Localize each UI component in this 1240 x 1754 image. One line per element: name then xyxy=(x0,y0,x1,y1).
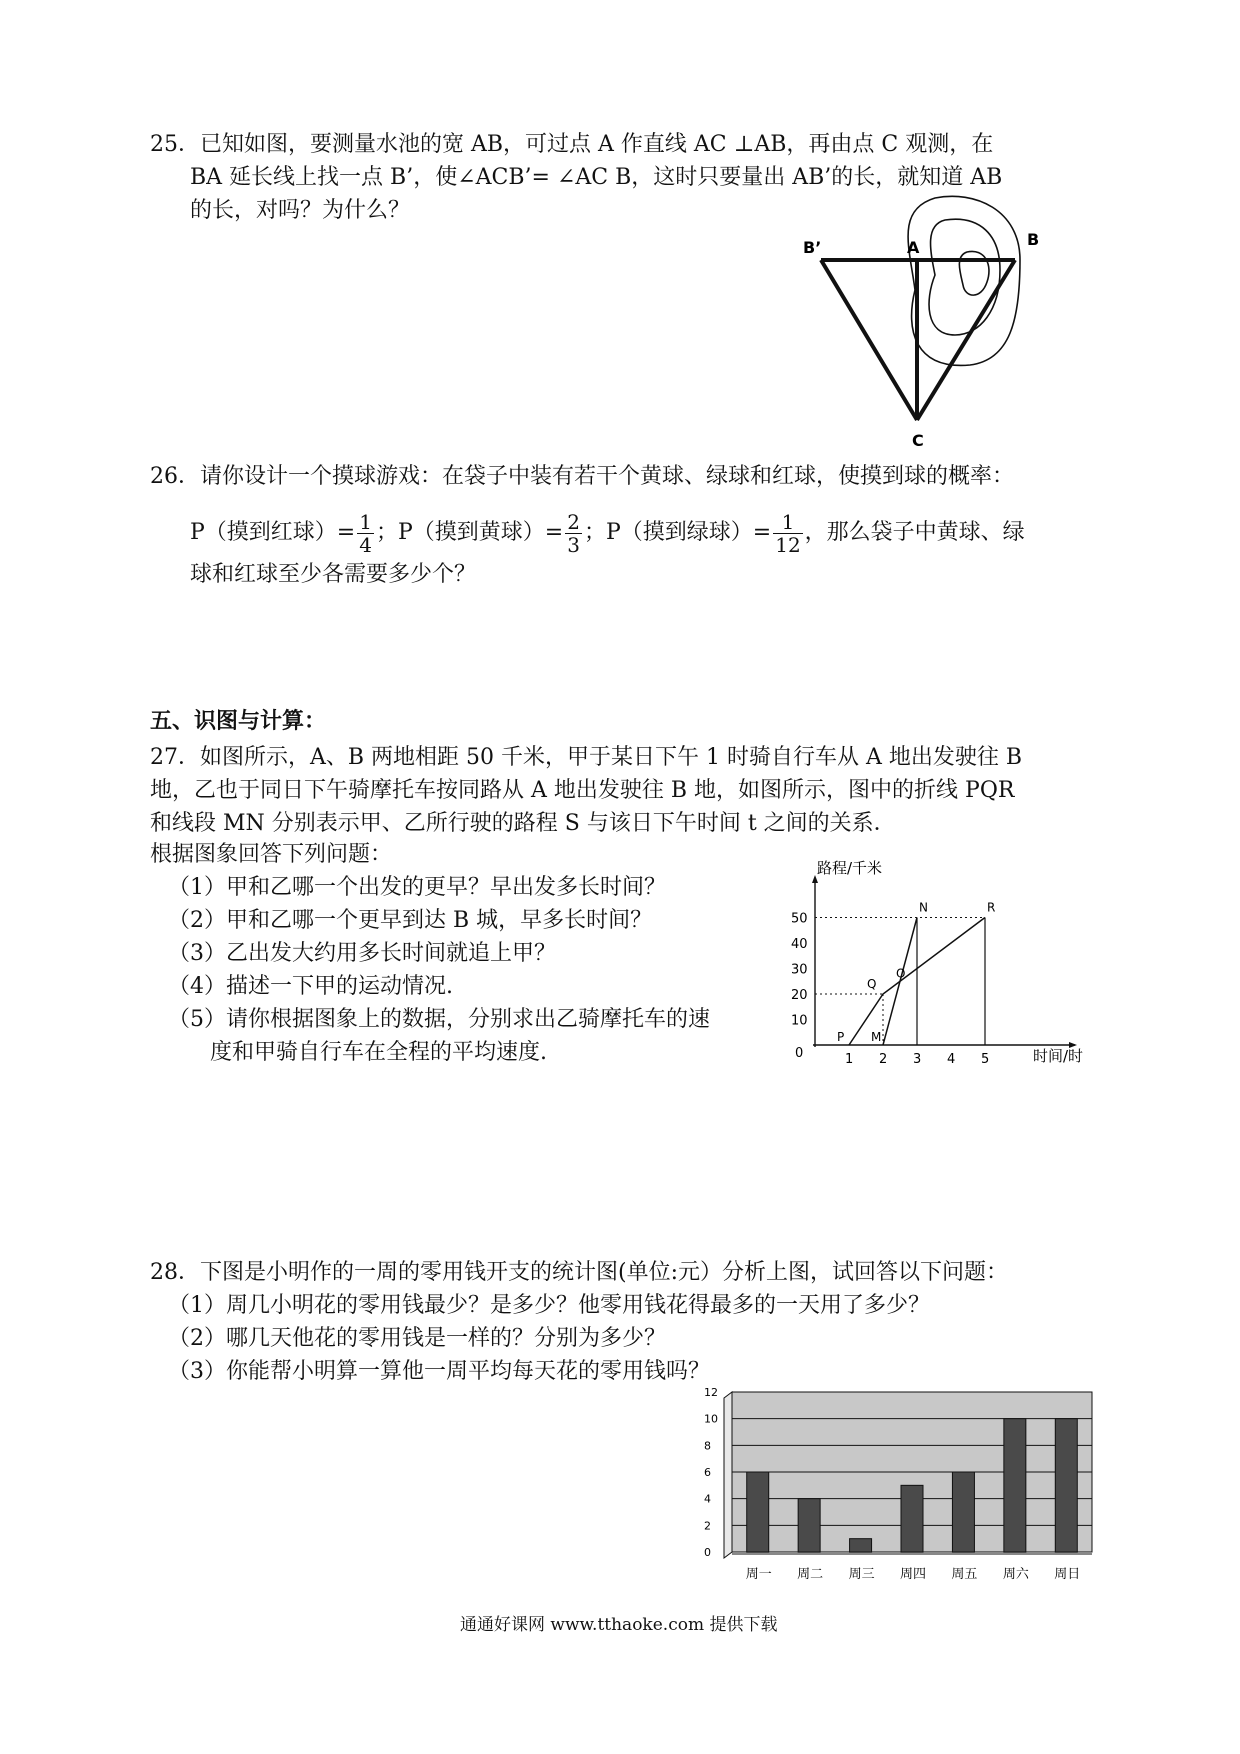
x-tick-label: 4 xyxy=(947,1052,956,1067)
point-label-q: Q xyxy=(867,977,877,991)
x-tick-label: 周三 xyxy=(848,1567,875,1582)
x-tick-label: 周二 xyxy=(797,1567,824,1582)
point-label-m: M xyxy=(871,1030,882,1044)
x-tick-label: 2 xyxy=(879,1052,888,1067)
line-bprime-c xyxy=(821,260,917,420)
q27-line2: 地，乙也于同日下午骑摩托车按同路从 A 地出发驶往 B 地，如图所示，图中的折线 PQR xyxy=(150,778,1015,803)
q26-p-yellow: ；P（摸到黄球）= xyxy=(375,520,564,545)
fraction-green-denominator: 12 xyxy=(775,532,801,557)
label-b-prime: B’ xyxy=(803,238,822,257)
pond-middle-contour xyxy=(929,219,1000,335)
q28-sub2: （2）哪几天他花的零用钱是一样的？分别为多少？ xyxy=(168,1326,666,1351)
q25-line3: 的长，对吗？为什么？ xyxy=(190,198,411,223)
q27-sub4: （4）描述一下甲的运动情况. xyxy=(168,974,453,999)
x-tick-label: 周日 xyxy=(1054,1567,1081,1582)
y-tick-label: 30 xyxy=(791,962,808,978)
x-tick-label: 3 xyxy=(913,1052,922,1067)
q27-line4: 根据图象回答下列问题： xyxy=(150,842,393,867)
y-tick-label: 0 xyxy=(704,1546,711,1559)
point-label-o: O xyxy=(896,966,906,981)
x-tick-label: 周一 xyxy=(745,1567,772,1582)
point-label-r: R xyxy=(987,900,996,915)
q27-sub1: （1）甲和乙哪一个出发的更早？早出发多长时间？ xyxy=(168,875,666,900)
q28-sub3: （3）你能帮小明算一算他一周平均每天花的零用钱吗？ xyxy=(168,1359,710,1384)
x-tick-label: 5 xyxy=(981,1052,990,1067)
q27-line1: 27．如图所示，A、B 两地相距 50 千米，甲于某日下午 1 时骑自行车从 A 地出发驶往 B xyxy=(150,745,1023,770)
label-b: B xyxy=(1027,230,1040,249)
q27-line3: 和线段 MN 分别表示甲、乙所行驶的路程 S 与该日下午时间 t 之间的关系． xyxy=(150,811,896,836)
label-a: A xyxy=(907,238,920,257)
plot-side-wall xyxy=(724,1392,732,1558)
q26-tail: ，那么袋子中黄球、绿 xyxy=(804,520,1025,545)
point-label-p: P xyxy=(837,1030,845,1044)
fraction-yellow-numerator: 2 xyxy=(567,509,580,534)
y-axis-label: 路程/千米 xyxy=(817,859,883,877)
q26-line1: 26．请你设计一个摸球游戏：在袋子中装有若干个黄球、绿球和红球，使摸到球的概率： xyxy=(150,464,1014,489)
footer: 通通好课网 www.tthaoke.com 提供下载 xyxy=(460,1615,778,1635)
series-mn-line xyxy=(883,918,917,1046)
y-tick-label: 50 xyxy=(791,911,808,927)
fraction-green xyxy=(773,511,802,556)
y-tick-label: 20 xyxy=(791,988,808,1003)
bar-5 xyxy=(952,1472,974,1552)
y-tick-label: 6 xyxy=(704,1466,711,1479)
y-tick-label: 8 xyxy=(704,1439,711,1453)
bar-3 xyxy=(850,1539,872,1552)
q27-sub5a: （5）请你根据图象上的数据，分别求出乙骑摩托车的速 xyxy=(168,1007,710,1032)
bar-4 xyxy=(901,1485,923,1552)
x-tick-label: 1 xyxy=(845,1052,854,1067)
pond-inner-contour xyxy=(959,251,989,295)
q26-line2 xyxy=(190,505,1025,561)
y-tick-label: 4 xyxy=(704,1492,711,1506)
q28-line1: 28．下图是小明作的一周的零用钱开支的统计图(单位:元）分析上图，试回答以下问题： xyxy=(150,1260,1008,1285)
bar-2 xyxy=(798,1499,820,1552)
y-tick-label: 40 xyxy=(791,937,808,952)
y-tick-label: 10 xyxy=(791,1013,808,1029)
y-tick-label: 2 xyxy=(704,1519,711,1533)
section-heading: 五、识图与计算： xyxy=(150,708,327,734)
pond-figure xyxy=(795,190,1075,460)
x-tick-label: 周六 xyxy=(1002,1567,1029,1582)
q25-line1: 25．已知如图，要测量水池的宽 AB，可过点 A 作直线 AC ⊥AB，再由点 C 观测，在 xyxy=(150,132,994,157)
y-tick-label: 12 xyxy=(704,1386,718,1399)
fraction-yellow xyxy=(565,511,582,556)
q28-sub1: （1）周几小明花的零用钱最少？是多少？他零用钱花得最多的一天用了多少？ xyxy=(168,1293,930,1318)
q27-sub2: （2）甲和乙哪一个更早到达 B 城，早多长时间？ xyxy=(168,908,653,933)
fraction-red-numerator: 1 xyxy=(359,509,372,534)
q27-sub5b: 度和甲骑自行车在全程的平均速度. xyxy=(210,1040,547,1065)
q26-line3: 球和红球至少各需要多少个？ xyxy=(190,562,477,587)
pocket-money-bar-chart xyxy=(680,1380,1100,1585)
fraction-green-numerator: 1 xyxy=(773,511,802,534)
x-tick-label: 周四 xyxy=(900,1567,927,1582)
bar-1 xyxy=(747,1472,769,1552)
bar-7 xyxy=(1055,1419,1077,1552)
fraction-red xyxy=(357,511,374,556)
q25-line2: BA 延长线上找一点 B’，使∠ACB’= ∠AC B，这时只要量出 AB’的长，就知道 AB xyxy=(190,165,1003,190)
fraction-yellow-denominator: 3 xyxy=(567,532,580,557)
x-tick-label: 周五 xyxy=(951,1567,978,1582)
bar-6 xyxy=(1004,1419,1026,1552)
label-c: C xyxy=(912,431,924,450)
q27-sub3: （3）乙出发大约用多长时间就追上甲？ xyxy=(168,941,556,966)
fraction-red-denominator: 4 xyxy=(359,532,372,557)
origin-label: 0 xyxy=(795,1046,804,1061)
point-label-n: N xyxy=(919,900,928,915)
q26-p-red: P（摸到红球）= xyxy=(190,520,356,545)
y-tick-label: 10 xyxy=(704,1412,718,1426)
x-axis-label: 时间/时 xyxy=(1033,1047,1084,1065)
q26-p-green: ；P（摸到绿球）= xyxy=(583,520,772,545)
distance-time-chart xyxy=(775,855,1095,1075)
